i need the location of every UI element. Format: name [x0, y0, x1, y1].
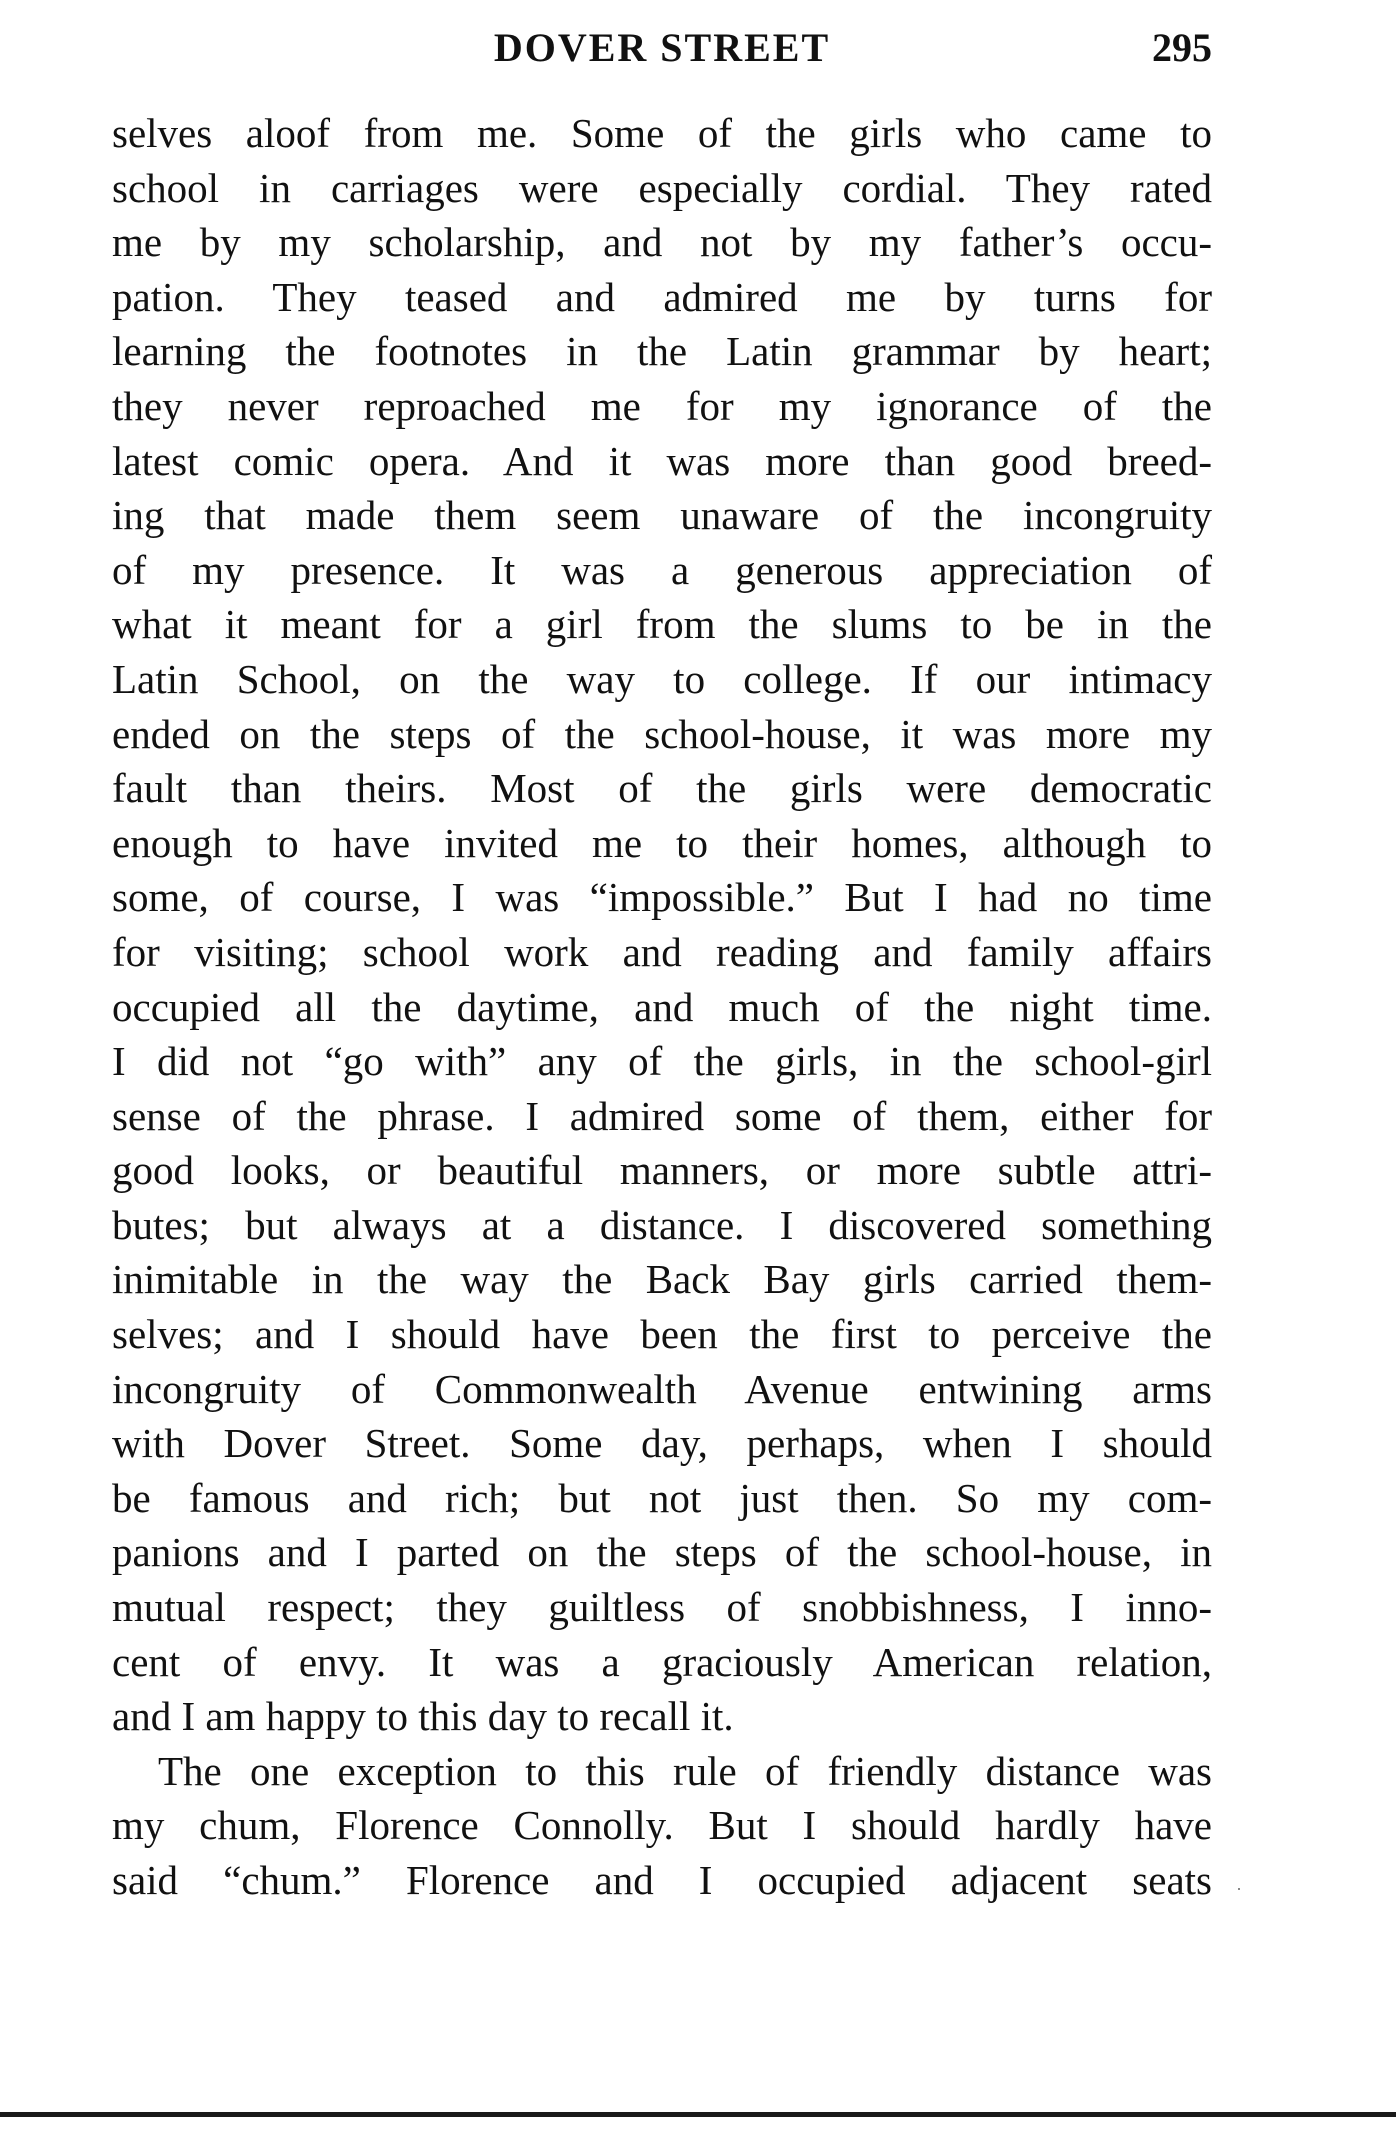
text-line: and I am happy to this day to recall it. [112, 1693, 734, 1740]
page-number: 295 [1152, 25, 1212, 70]
text-line: be famous and rich; but not just then. So my com- [112, 1474, 1212, 1521]
text-line: incongruity of Commonwealth Avenue entwining arms [112, 1365, 1212, 1412]
text-line: enough to have invited me to their homes, although to [112, 819, 1212, 866]
body-text [112, 106, 1212, 1908]
text-line: Latin School, on the way to college. If our intimacy [112, 655, 1212, 702]
text-line: inimitable in the way the Back Bay girls carried them- [112, 1256, 1212, 1303]
text-line: they never reproached me for my ignorance of the [112, 382, 1212, 429]
text-line: latest comic opera. And it was more than good breed- [112, 437, 1212, 484]
text-line: me by my scholarship, and not by my father’s occu- [112, 219, 1212, 266]
text-line: school in carriages were especially cordial. They rated [112, 164, 1212, 211]
running-title: DOVER STREET [493, 25, 831, 70]
text-line: I did not “go with” any of the girls, in the school-girl [112, 1038, 1212, 1085]
text-line: for visiting; school work and reading and family affairs [112, 928, 1212, 975]
bottom-rule [0, 2112, 1396, 2117]
text-line: pation. They teased and admired me by turns for [112, 273, 1212, 320]
text-line: panions and I parted on the steps of the school-house, in [112, 1529, 1212, 1576]
text-line: learning the footnotes in the Latin grammar by heart; [112, 328, 1212, 375]
text-line: mutual respect; they guiltless of snobbishness, I inno- [112, 1584, 1212, 1631]
paragraph-1 [112, 106, 1212, 1744]
text-line: butes; but always at a distance. I discovered something [112, 1201, 1212, 1248]
text-line: The one exception to this rule of friendly distance was [158, 1747, 1212, 1794]
text-line: sense of the phrase. I admired some of them, either for [112, 1092, 1212, 1139]
text-line: said “chum.” Florence and I occupied adjacent seats [112, 1857, 1212, 1903]
text-line: selves; and I should have been the first to perceive the [112, 1311, 1212, 1358]
text-line: some, of course, I was “impossible.” But I had no time [112, 874, 1212, 921]
text-line: ended on the steps of the school-house, it was more my [112, 710, 1212, 757]
running-head [112, 18, 1212, 78]
text-line: with Dover Street. Some day, perhaps, when I should [112, 1420, 1212, 1467]
text-line: selves aloof from me. Some of the girls who came to [112, 110, 1212, 156]
paragraph-2 [112, 1744, 1212, 1908]
text-line: fault than theirs. Most of the girls were democratic [112, 765, 1212, 812]
text-line: occupied all the daytime, and much of the night time. [112, 983, 1212, 1030]
text-line: cent of envy. It was a graciously American relation, [112, 1638, 1212, 1685]
text-line: what it meant for a girl from the slums to be in the [112, 601, 1212, 648]
text-line: of my presence. It was a generous appreciation of [112, 546, 1212, 593]
text-line: my chum, Florence Connolly. But I should hardly have [112, 1802, 1212, 1849]
text-line: ing that made them seem unaware of the incongruity [112, 492, 1212, 539]
scan-fleck [1238, 1888, 1240, 1890]
text-line: good looks, or beautiful manners, or more subtle attri- [112, 1147, 1212, 1194]
